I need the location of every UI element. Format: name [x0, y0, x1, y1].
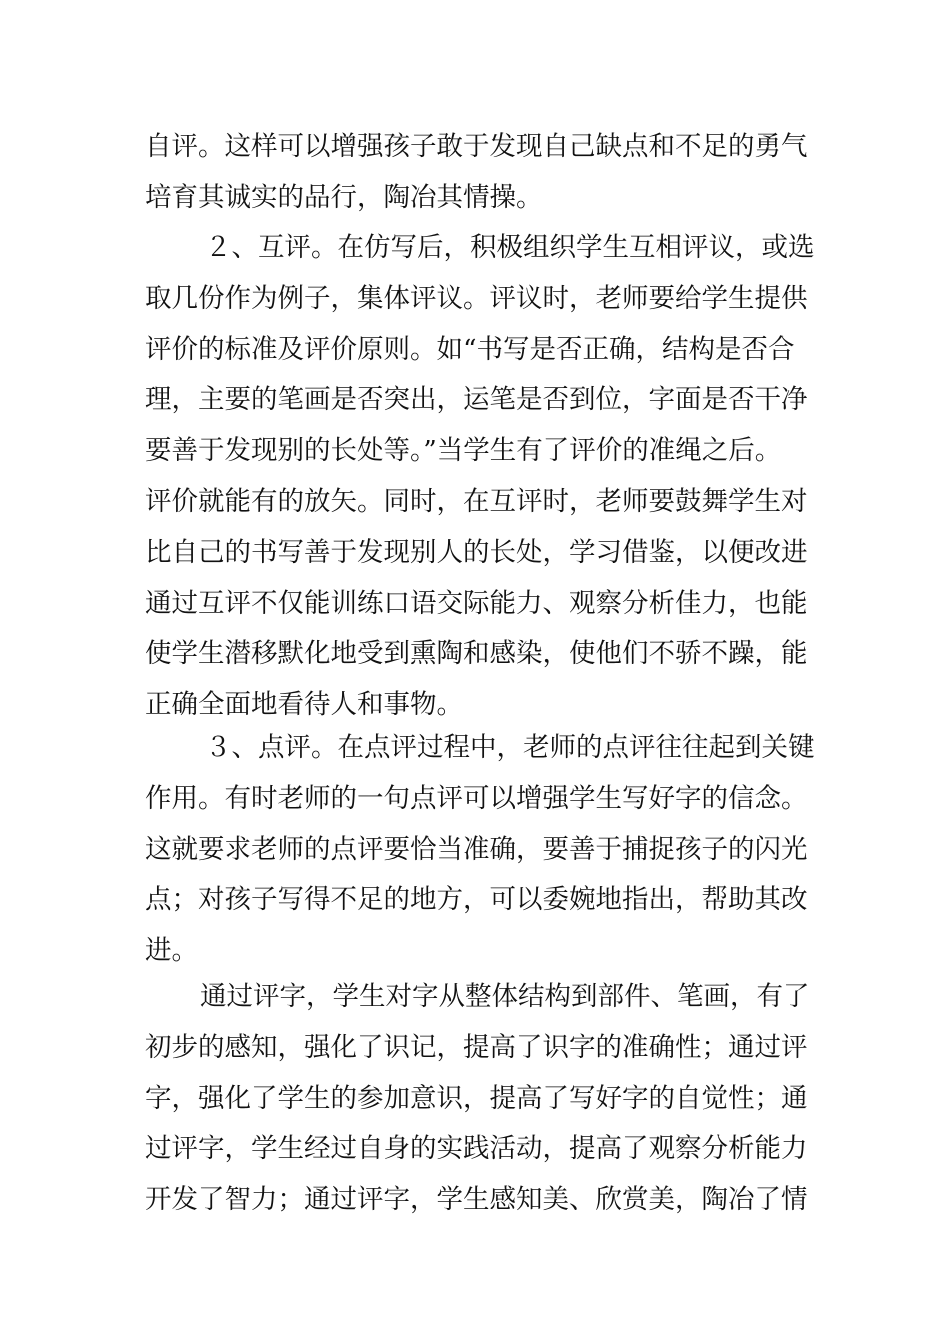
- text-line: 初步的感知，强化了识记，提高了识字的准确性；通过评: [145, 1031, 808, 1063]
- text-line: 培育其诚实的品行，陶冶其情操。: [145, 181, 543, 213]
- text-line: 评价的标准及评价原则。如“书写是否正确，结构是否合: [145, 333, 795, 365]
- text-line: 通过互评不仅能训练口语交际能力、观察分析佳力，也能: [145, 587, 808, 619]
- text-line: 比自己的书写善于发现别人的长处，学习借鉴，以便改进: [145, 536, 808, 568]
- text-line: 通过评字，学生对字从整体结构到部件、笔画，有了: [200, 981, 810, 1012]
- text-line: 过评字，学生经过自身的实践活动，提高了观察分析能力: [145, 1133, 808, 1165]
- text-line: 进。: [145, 935, 198, 967]
- text-line: 要善于发现别的长处等。”当学生有了评价的准绳之后。: [145, 435, 782, 467]
- text-line: 理，主要的笔画是否突出，运笔是否到位，字面是否干净: [145, 384, 808, 416]
- text-line: 这就要求老师的点评要恰当准确，要善于捕捉孩子的闪光: [145, 833, 808, 865]
- paragraph-mutual-review: [145, 223, 815, 731]
- text-line: 使学生潜移默化地受到熏陶和感染，使他们不骄不躁，能: [145, 638, 808, 670]
- paragraph-self-review-end: [145, 122, 815, 224]
- text-line: 取几份作为例子，集体评议。评议时，老师要给学生提供: [145, 282, 808, 314]
- paragraph-teacher-review: [145, 723, 815, 977]
- text-line: 开发了智力；通过评字，学生感知美、欣赏美，陶冶了情: [145, 1184, 808, 1216]
- text-line: 正确全面地看待人和事物。: [145, 689, 463, 721]
- text-line: 点；对孩子写得不足的地方，可以委婉地指出，帮助其改: [145, 884, 808, 916]
- text-line: ２、互评。在仿写后，积极组织学生互相评议，或选: [205, 232, 815, 263]
- text-line: 自评。这样可以增强孩子敢于发现自己缺点和不足的勇气: [145, 131, 808, 162]
- text-line: ３、点评。在点评过程中，老师的点评往往起到关键: [205, 732, 815, 763]
- paragraph-summary: [145, 972, 815, 1226]
- text-line: 字，强化了学生的参加意识，提高了写好字的自觉性；通: [145, 1082, 808, 1114]
- text-line: 作用。有时老师的一句点评可以增强学生写好字的信念。: [145, 782, 808, 814]
- text-line: 评价就能有的放矢。同时，在互评时，老师要鼓舞学生对: [145, 485, 808, 517]
